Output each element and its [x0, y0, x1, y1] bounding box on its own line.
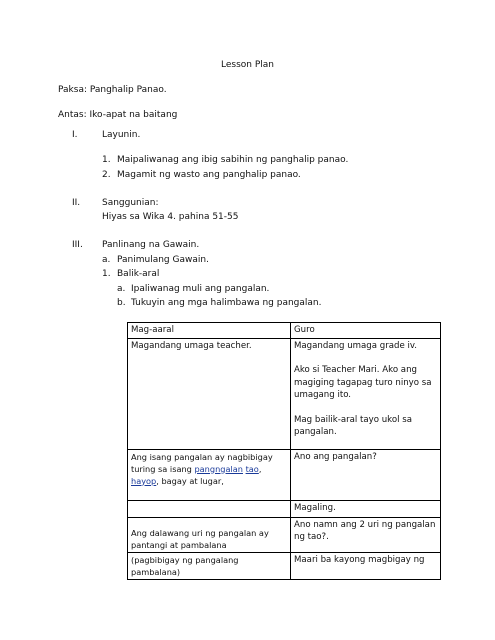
objective-2-text: Magamit ng wasto ang panghalip panao. — [117, 170, 301, 180]
table-row — [128, 552, 441, 579]
link-tao[interactable]: tao — [245, 463, 259, 474]
page-title: Lesson Plan — [221, 60, 274, 70]
link-pangngalan[interactable]: pangngalan — [194, 463, 243, 474]
review-item-a-text: Ipaliwanag muli ang pangalan. — [131, 284, 270, 294]
header-student: Mag-aaral — [128, 323, 291, 339]
student-cell: (pagbibigay ng pangalang pambalana) — [128, 552, 291, 579]
review-number: 1. — [102, 269, 111, 279]
objective-2-number: 2. — [102, 170, 111, 180]
dialogue-table — [127, 322, 441, 580]
table-row — [128, 449, 441, 500]
topic-line: Paksa: Panghalip Panao. — [58, 85, 167, 95]
student-cell: Magandang umaga teacher. — [128, 338, 291, 449]
table-header-row — [128, 323, 441, 339]
review-text: Balik-aral — [117, 269, 160, 279]
review-item-b-text: Tukuyin ang mga halimbawa ng pangalan. — [131, 298, 322, 308]
section-2-title: Sanggunian: — [102, 198, 159, 208]
section-3-number: III. — [72, 240, 83, 250]
table-row — [128, 338, 441, 449]
review-item-a-letter: a. — [117, 284, 126, 294]
student-cell: Ang isang pangalan ay nagbibigay turing sa isang pangngalan tao, hayop, bagay at lugar, — [128, 449, 291, 500]
section-1-title: Layunin. — [102, 130, 141, 140]
table-row — [128, 500, 441, 517]
teacher-cell — [291, 338, 441, 449]
activity-a-text: Panimulang Gawain. — [117, 255, 209, 265]
section-1-number: I. — [72, 130, 78, 140]
review-item-b-letter: b. — [117, 298, 126, 308]
table-row — [128, 517, 441, 552]
student-cell — [128, 500, 291, 517]
reference-text: Hiyas sa Wika 4. pahina 51-55 — [102, 212, 239, 222]
section-2-number: II. — [72, 198, 81, 208]
header-teacher: Guro — [291, 323, 441, 339]
teacher-cell: Ano namn ang 2 uri ng pangalan ng tao?. — [291, 517, 441, 552]
teacher-cell: Maari ba kayong magbigay ng — [291, 552, 441, 579]
objective-1-number: 1. — [102, 155, 111, 165]
teacher-cell: Ano ang pangalan? — [291, 449, 441, 500]
teacher-cell: Magaling. — [291, 500, 441, 517]
section-3-title: Panlinang na Gawain. — [102, 240, 200, 250]
teacher-review: Mag bailik-aral tayo ukol sa pangalan. — [294, 414, 412, 437]
objective-1-text: Maipaliwanag ang ibig sabihin ng panghalip panao. — [117, 155, 349, 165]
grade-line: Antas: Iko-apat na baitang — [58, 110, 178, 120]
teacher-intro: Ako si Teacher Mari. Ako ang magiging tagapag turo ninyo sa umagang ito. — [294, 365, 432, 400]
teacher-greeting: Magandang umaga grade iv. — [294, 340, 418, 351]
link-hayop[interactable]: hayop — [131, 475, 157, 486]
student-cell: Ang dalawang uri ng pangalan ay pantangi at pambalana — [128, 517, 291, 552]
activity-a-letter: a. — [102, 255, 111, 265]
